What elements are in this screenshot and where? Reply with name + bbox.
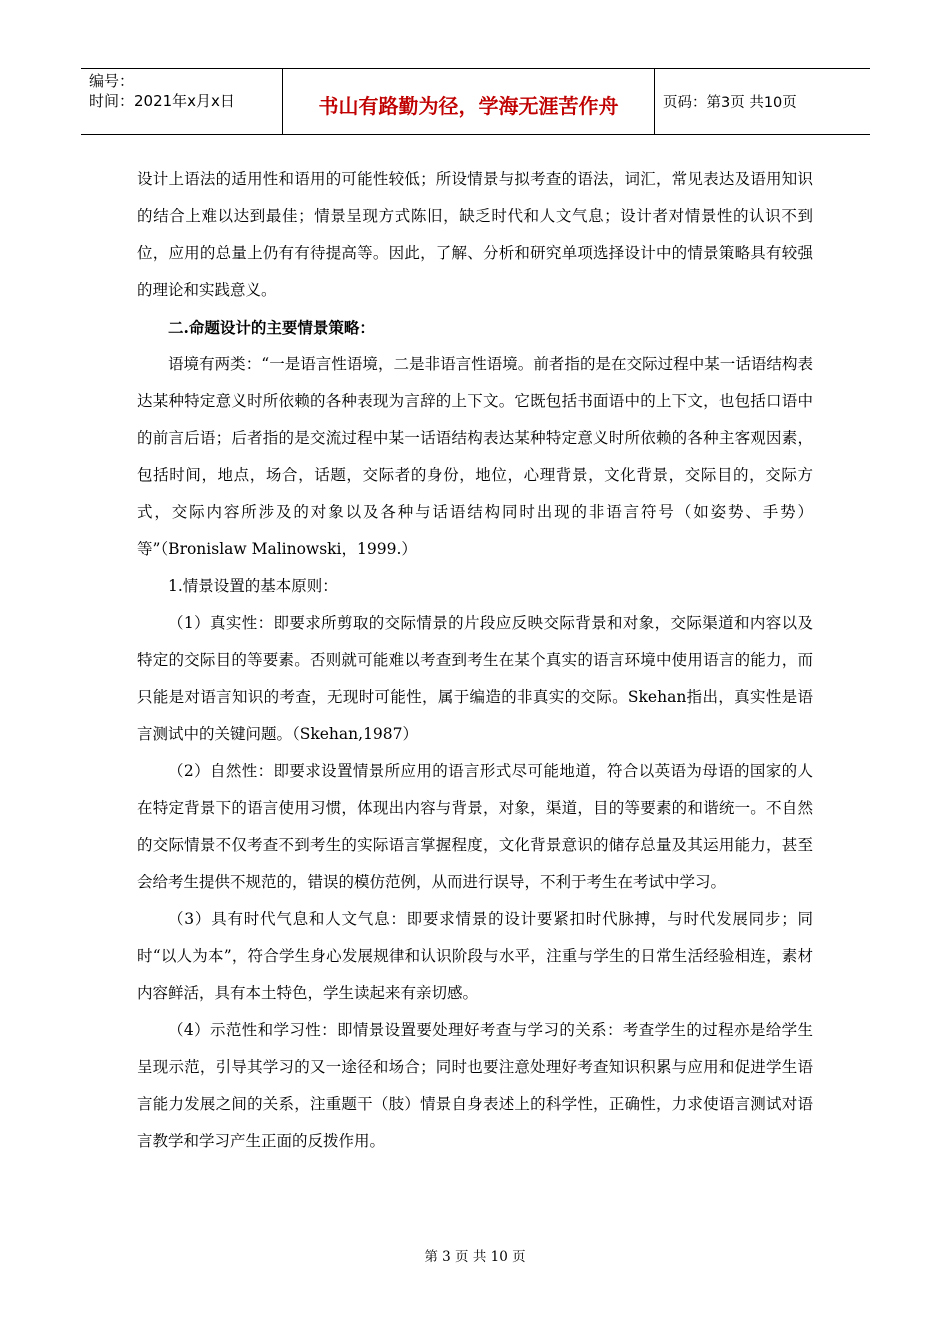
paragraph-intro: 设计上语法的适用性和语用的可能性较低；所设情景与拟考查的语法，词汇，常见表达及语用知识的结合上难以达到最佳；情景呈现方式陈旧，缺乏时代和人文气息；设计者对情景性的认识不到位，应用的总量上仍有有待提高等。因此，了解、分析和研究单项选择设计中的情景策略具有较强的理论和实践意义。 xyxy=(137,170,813,299)
date-label: 时间：2021年x月x日 xyxy=(89,92,235,110)
code-label: 编号： xyxy=(89,72,135,90)
section-heading: 二.命题设计的主要情景策略： xyxy=(168,318,375,337)
paragraph-context: 语境有两类：“一是语言性语境，二是非语言性语境。前者指的是在交际过程中某一话语结构表达某种特定意义时所依赖的各种表现为言辞的上下文。它既包括书面语中的上下文，也包括口语中的前言后语；后者指的是交流过程中某一话语结构表达某种特定意义时所依赖的各种主客观因素，包括时间，地点，场合，话题，交际者的身份，地位，心理背景，文化背景，交际目的，交际方式，交际内容所涉及的对象以及各种与话语结构同时出现的非语言符号（如姿势、手势）等”（Bronislaw Malinowski，1999.） xyxy=(137,355,813,558)
paragraph-authenticity: （1）真实性：即要求所剪取的交际情景的片段应反映交际背景和对象，交际渠道和内容以及特定的交际目的等要素。否则就可能难以考查到考生在某个真实的语言环境中使用语言的能力，而只能是对语言知识的考查，无现时可能性，属于编造的非真实的交际。Skehan指出，真实性是语言测试中的关键问题。（Skehan,1987） xyxy=(137,614,813,743)
header-meta xyxy=(81,69,283,134)
page-header xyxy=(81,68,870,135)
paragraph-timeliness: （3）具有时代气息和人文气息：即要求情景的设计要紧扣时代脉搏，与时代发展同步；同时“以人为本”，符合学生身心发展规律和认识阶段与水平，注重与学生的日常生活经验相连，素材内容鲜活，具有本土特色，学生读起来有亲切感。 xyxy=(137,910,813,1002)
header-motto: 书山有路勤为径，学海无涯苦作舟 xyxy=(283,69,655,134)
paragraph-exemplary: （4）示范性和学习性：即情景设置要处理好考查与学习的关系：考查学生的过程亦是给学生呈现示范，引导其学习的又一途径和场合；同时也要注意处理好考查知识积累与应用和促进学生语言能力发展之间的关系，注重题干（肢）情景自身表述上的科学性，正确性，力求使语言测试对语言教学和学习产生正面的反拨作用。 xyxy=(137,1021,813,1150)
paragraph-naturalness: （2）自然性：即要求设置情景所应用的语言形式尽可能地道，符合以英语为母语的国家的人在特定背景下的语言使用习惯，体现出内容与背景，对象，渠道，目的等要素的和谐统一。不自然的交际情景不仅考查不到考生的实际语言掌握程度，文化背景意识的储存总量及其运用能力，甚至会给考生提供不规范的，错误的模仿范例，从而进行误导，不利于考生在考试中学习。 xyxy=(137,762,813,891)
subsection-heading: 1.情景设置的基本原则： xyxy=(168,577,338,595)
document-body xyxy=(137,161,813,1160)
header-page-info: 页码：第3页 共10页 xyxy=(663,95,797,111)
page-footer: 第 3 页 共 10 页 xyxy=(424,1249,526,1265)
